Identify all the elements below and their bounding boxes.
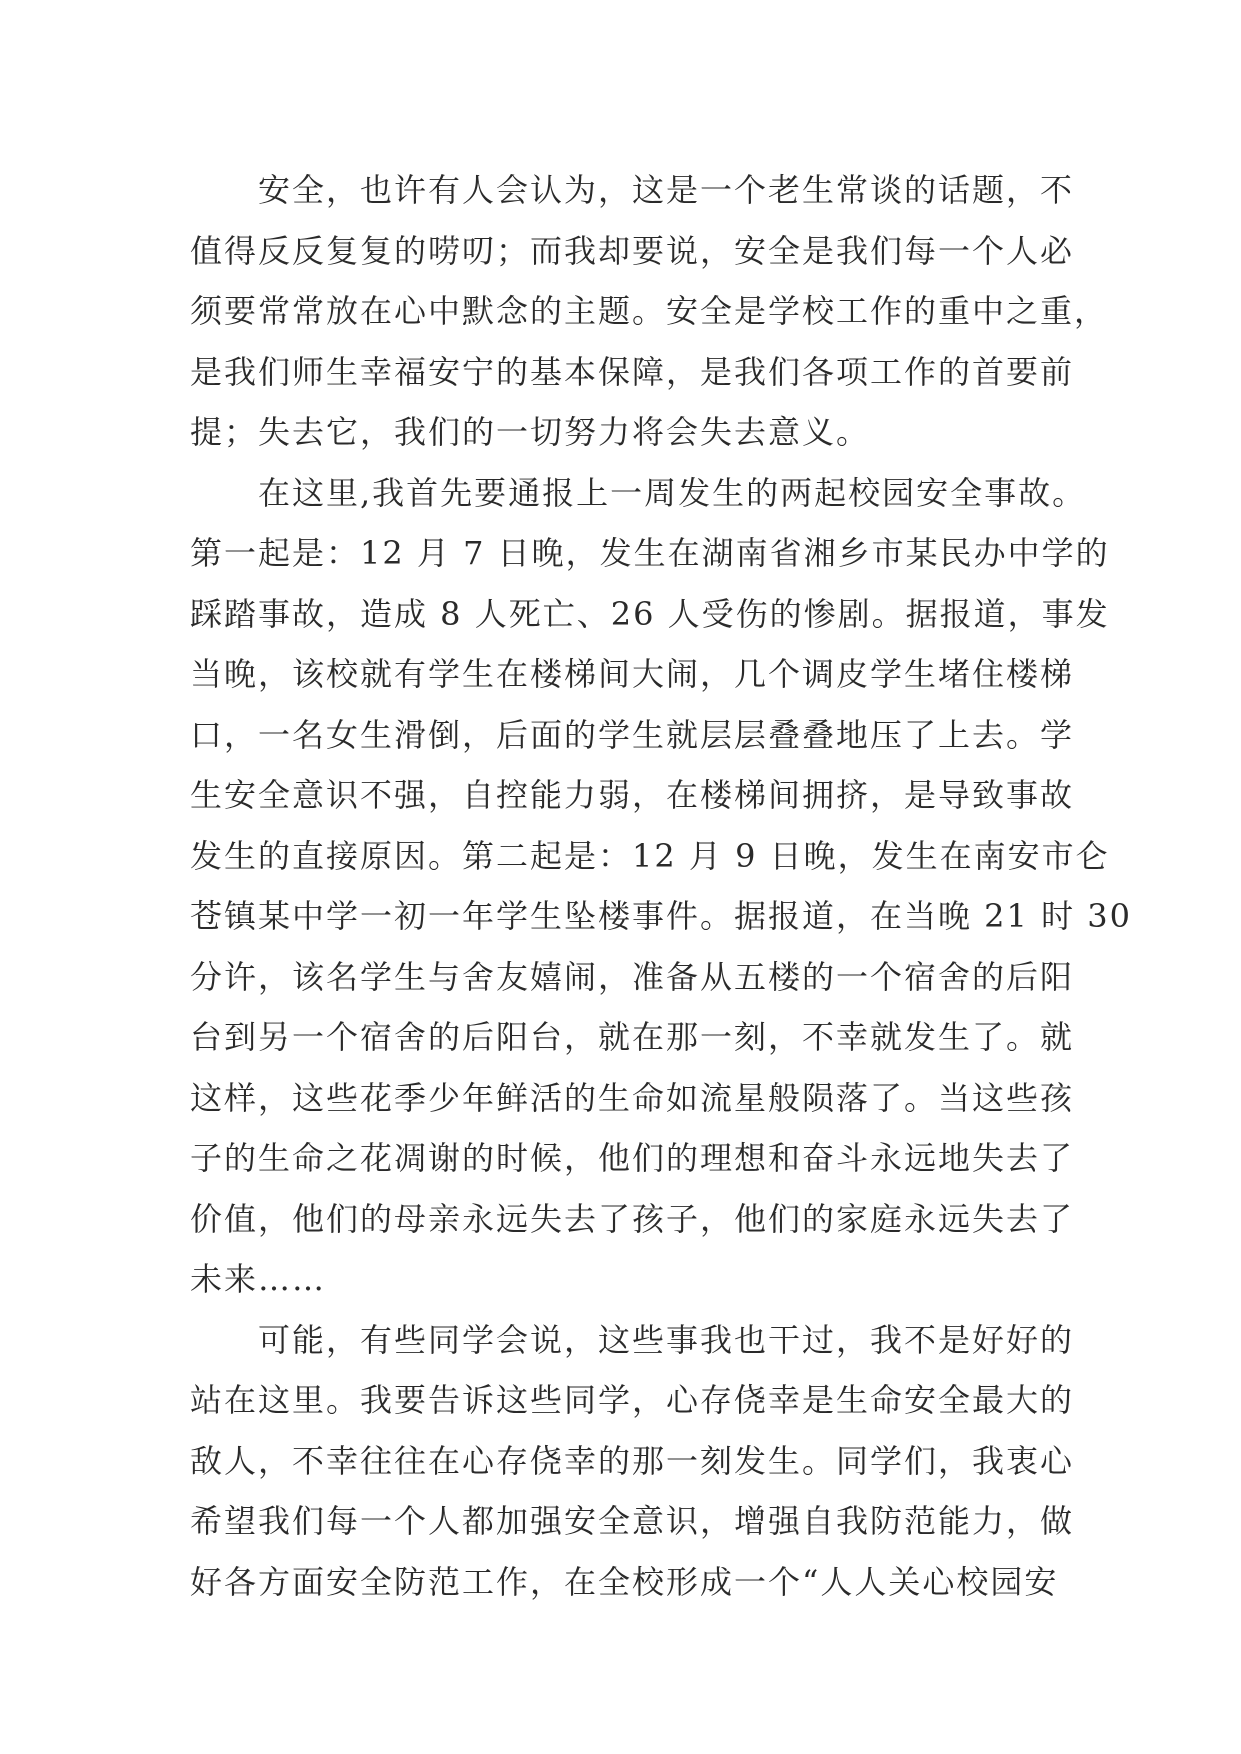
- text-line: 分许，该名学生与舍友嬉闹，准备从五楼的一个宿舍的后阳: [190, 957, 1075, 996]
- text-line: 发生的直接原因。第二起是：12 月 9 日晚，发生在南安市仑: [190, 836, 1110, 875]
- text-line: 口，一名女生滑倒，后面的学生就层层叠叠地压了上去。学: [190, 715, 1075, 754]
- text-line: 子的生命之花凋谢的时候，他们的理想和奋斗永远地失去了: [190, 1139, 1075, 1177]
- paragraph-3: [190, 1310, 1075, 1613]
- paragraph-2: [190, 463, 1132, 1310]
- text-line: 值得反反复复的唠叨；而我却要说，安全是我们每一个人必: [190, 231, 1075, 270]
- text-line: 当晚，该校就有学生在楼梯间大闹，几个调皮学生堵住楼梯: [190, 655, 1075, 693]
- text-line: 台到另一个宿舍的后阳台，就在那一刻，不幸就发生了。就: [190, 1018, 1075, 1056]
- text-line: 安全，也许有人会认为，这是一个老生常谈的话题，不: [258, 171, 1075, 209]
- text-line: 价值，他们的母亲永远失去了孩子，他们的家庭永远失去了: [190, 1199, 1075, 1238]
- text-line: 生安全意识不强，自控能力弱，在楼梯间拥挤，是导致事故: [190, 776, 1075, 814]
- text-line: 这样，这些花季少年鲜活的生命如流星般陨落了。当这些孩: [190, 1078, 1075, 1117]
- text-line: 未来……: [190, 1260, 327, 1298]
- text-line: 提；失去它，我们的一切努力将会失去意义。: [190, 413, 871, 451]
- text-line: 好各方面安全防范工作，在全校形成一个“人人关心校园安: [190, 1562, 1059, 1601]
- paragraph-1: [190, 160, 1109, 463]
- text-line: 是我们师生幸福安宁的基本保障，是我们各项工作的首要前: [190, 352, 1075, 391]
- text-line: 站在这里。我要告诉这些同学，心存侥幸是生命安全最大的: [190, 1381, 1075, 1419]
- document-body: [190, 160, 1132, 1612]
- text-line: 敌人，不幸往往在心存侥幸的那一刻发生。同学们，我衷心: [190, 1441, 1075, 1480]
- text-line: 苍镇某中学一初一年学生坠楼事件。据报道，在当晚 21 时 30: [190, 897, 1132, 935]
- text-line: 第一起是：12 月 7 日晚，发生在湖南省湘乡市某民办中学的: [190, 534, 1110, 572]
- text-line: 希望我们每一个人都加强安全意识，增强自我防范能力，做: [190, 1502, 1075, 1540]
- text-line: 踩踏事故，造成 8 人死亡、26 人受伤的惨剧。据报道，事发: [190, 594, 1110, 633]
- text-line: 在这里,我首先要通报上一周发生的两起校园安全事故。: [258, 473, 1087, 512]
- text-line: 可能，有些同学会说，这些事我也干过，我不是好好的: [258, 1320, 1075, 1359]
- text-line: 须要常常放在心中默念的主题。安全是学校工作的重中之重，: [190, 292, 1109, 330]
